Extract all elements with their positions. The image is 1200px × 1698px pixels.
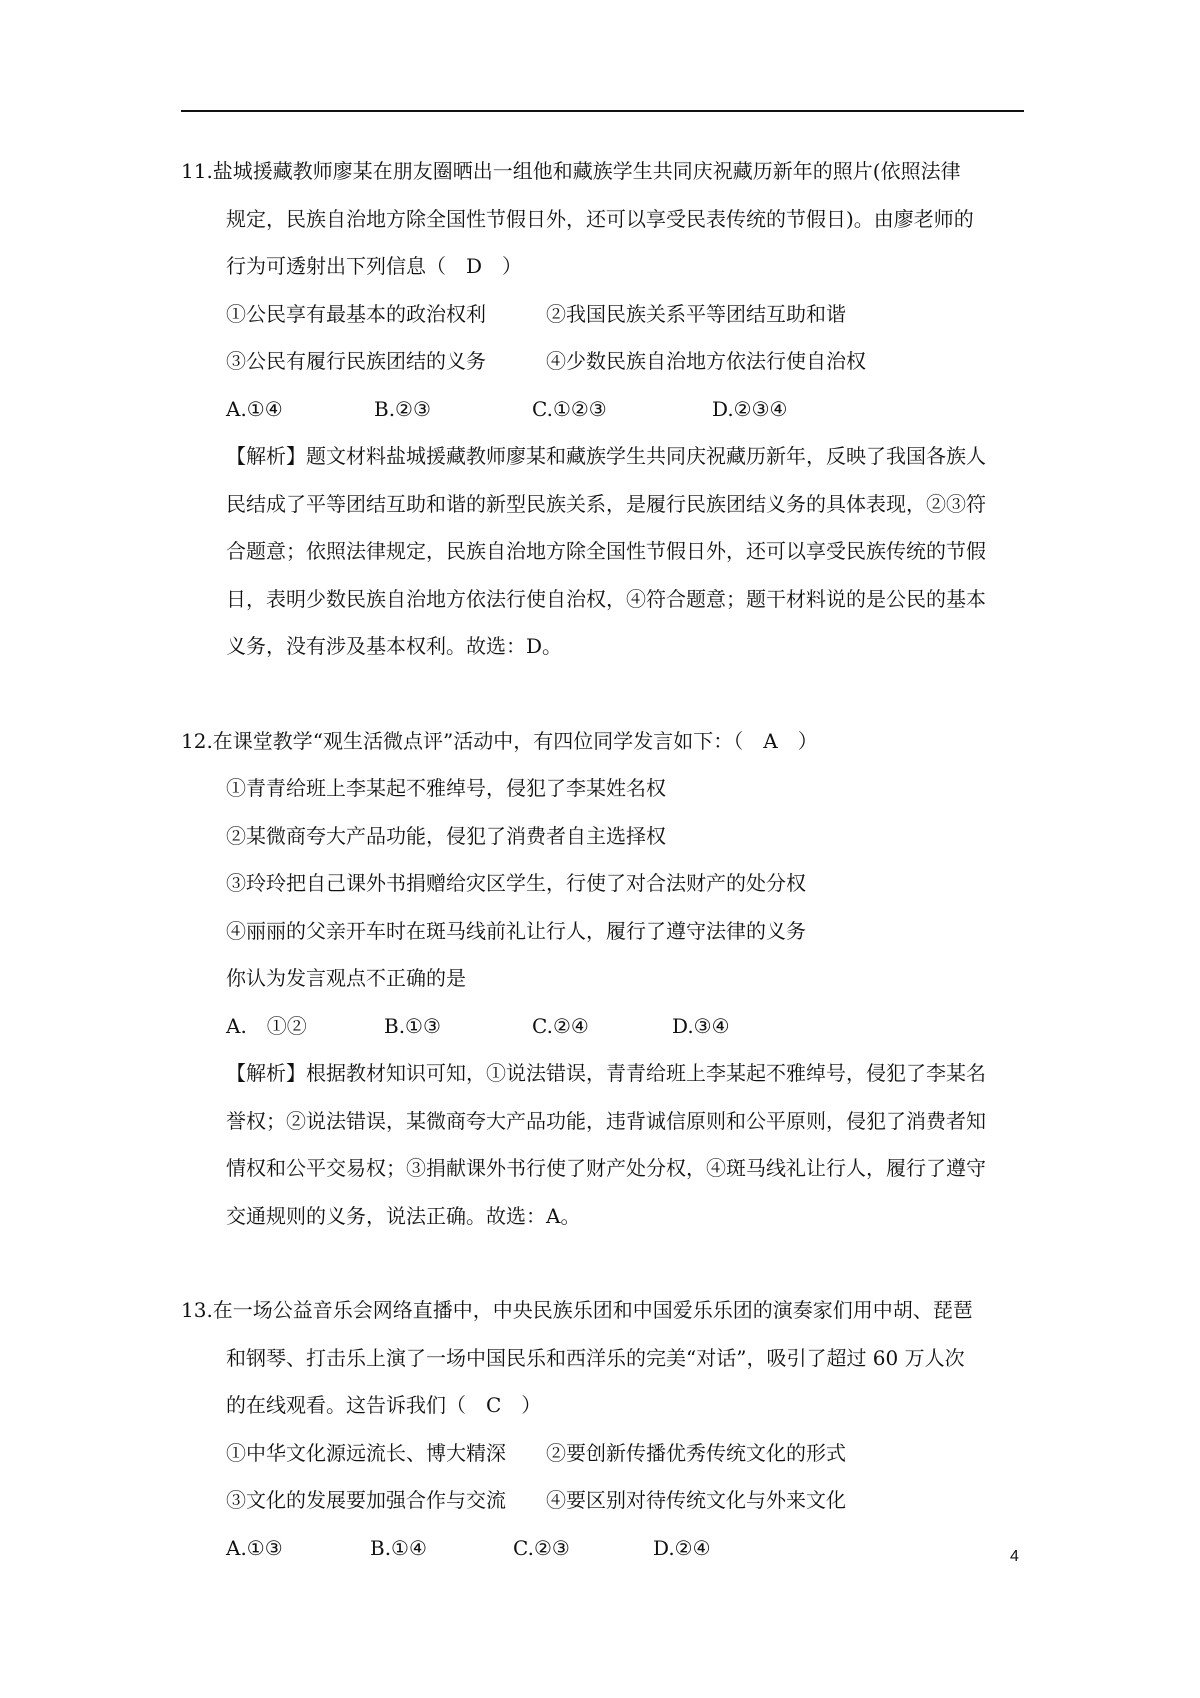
analysis-line: 交通规则的义务，说法正确。故选：A。 [226,1203,581,1228]
choice-row [226,386,1031,434]
question-11 [181,148,1031,671]
question-text-line: 11.盐城援藏教师廖某在朋友圈晒出一组他和藏族学生共同庆祝藏历新年的照片(依照法律 [181,159,961,183]
question-text-line: 和钢琴、打击乐上演了一场中国民乐和西洋乐的完美“对话”，吸引了超过 60 万人次 [226,1345,965,1370]
question-text-line: 行为可透射出下列信息（ D ） [226,254,523,278]
analysis-line: 日，表明少数民族自治地方依法行使自治权，④符合题意；题干材料说的是公民的基本 [226,586,986,611]
choice-d: D.②③④ [712,396,788,421]
statement: ③公民有履行民族团结的义务 [226,349,486,373]
choice-a: A.①④ [226,396,283,421]
choice-c: C.①②③ [532,396,607,421]
question-text-line: 的在线观看。这告诉我们（ C ） [226,1393,542,1417]
statement: ①青青给班上李某起不雅绰号，侵犯了李某姓名权 [226,776,666,800]
statement: ②某微商夸大产品功能，侵犯了消费者自主选择权 [226,823,666,848]
question-text-line: 12.在课堂教学“观生活微点评”活动中，有四位同学发言如下：（ A ） [181,728,818,753]
question-text-line: 13.在一场公益音乐会网络直播中，中央民族乐团和中国爱乐乐团的演奏家们用中胡、琵琶 [181,1298,973,1322]
choice-c: C.②③ [513,1535,570,1560]
statement: ④要区别对待传统文化与外来文化 [546,1488,846,1512]
statement-row [226,291,1031,339]
document-body [181,148,1031,1572]
statement: ④少数民族自治地方依法行使自治权 [546,349,866,373]
choice-b: B.①④ [370,1535,427,1560]
header-rule [181,110,1024,112]
choice-a: A. ①② [226,1013,307,1038]
spacer [181,1240,1031,1287]
choice-b: B.②③ [374,396,431,421]
statement-row [226,338,1031,386]
analysis-line: 【解析】根据教材知识可知，①说法错误，青青给班上李某起不雅绰号，侵犯了李某名 [226,1061,986,1085]
spacer [181,671,1031,718]
question-13 [181,1287,1031,1572]
question-text-line: 规定，民族自治地方除全国性节假日外，还可以享受民表传统的节假日)。由廖老师的 [226,206,974,231]
choice-row [226,1525,1031,1573]
question-12 [181,718,1031,1241]
question-prompt: 你认为发言观点不正确的是 [226,966,466,990]
choice-b: B.①③ [384,1013,441,1038]
statement: ②要创新传播优秀传统文化的形式 [546,1440,846,1465]
choice-c: C.②④ [532,1013,589,1038]
statement-row [226,1477,1031,1525]
analysis-line: 合题意；依照法律规定，民族自治地方除全国性节假日外，还可以享受民族传统的节假 [226,539,986,563]
analysis-line: 情权和公平交易权；③捐献课外书行使了财产处分权，④斑马线礼让行人，履行了遵守 [226,1156,986,1180]
choice-d: D.②④ [653,1535,711,1560]
statement: ③文化的发展要加强合作与交流 [226,1488,506,1512]
analysis-line: 【解析】题文材料盐城援藏教师廖某和藏族学生共同庆祝藏历新年，反映了我国各族人 [226,444,986,468]
statement: ③玲玲把自己课外书捐赠给灾区学生，行使了对合法财产的处分权 [226,871,806,895]
choice-d: D.③④ [672,1013,730,1038]
analysis-line: 义务，没有涉及基本权利。故选：D。 [226,634,563,658]
statement: ②我国民族关系平等团结互助和谐 [546,301,846,326]
choice-row [226,1003,1031,1051]
statement: ①中华文化源远流长、博大精深 [226,1440,506,1465]
statement: ④丽丽的父亲开车时在斑马线前礼让行人，履行了遵守法律的义务 [226,918,806,943]
choice-a: A.①③ [226,1535,283,1560]
statement: ①公民享有最基本的政治权利 [226,301,486,326]
analysis-line: 誉权；②说法错误，某微商夸大产品功能，违背诚信原则和公平原则，侵犯了消费者知 [226,1108,986,1133]
statement-row [226,1430,1031,1478]
page-number: 4 [1010,1548,1019,1565]
analysis-line: 民结成了平等团结互助和谐的新型民族关系，是履行民族团结义务的具体表现，②③符 [226,491,986,516]
